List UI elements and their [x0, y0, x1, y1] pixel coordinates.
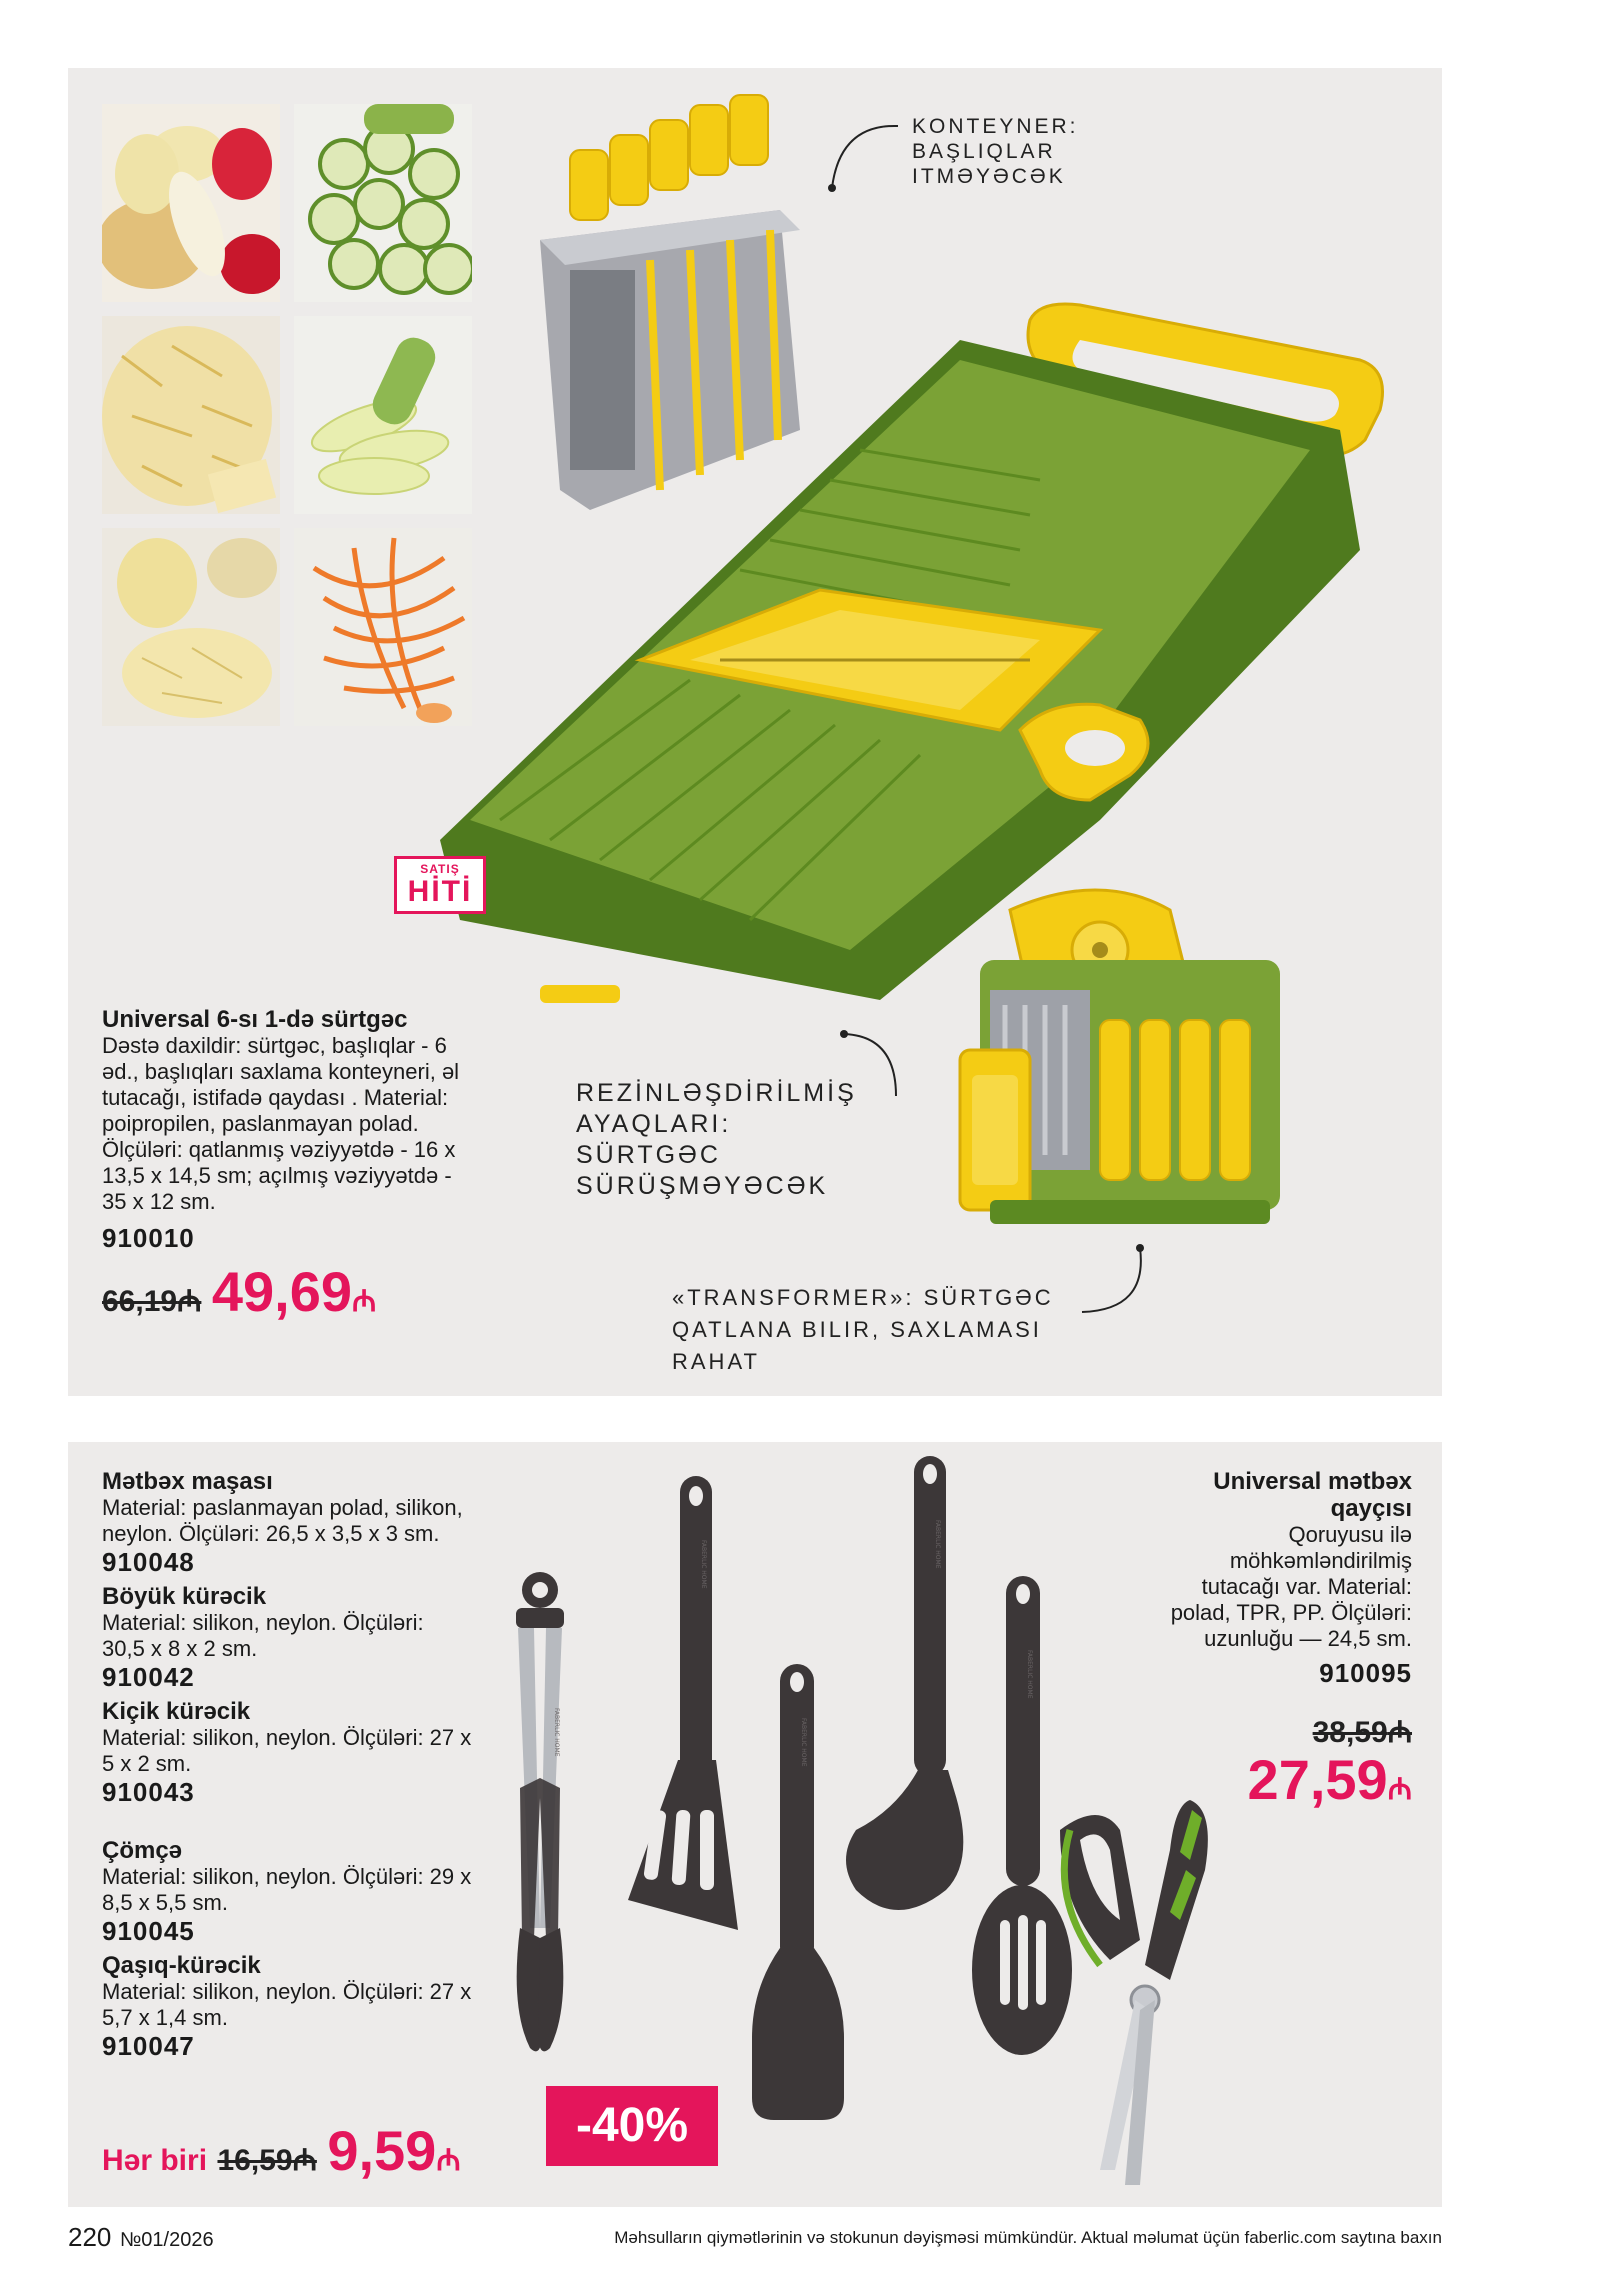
- tongs-brand: FABERLIC HOME: [553, 1708, 560, 1757]
- utensil-item: [102, 1952, 472, 2061]
- footer-page-number: [68, 2222, 214, 2253]
- utensils-price-row: [102, 2118, 461, 2183]
- scissors-title: Universal mətbəx qayçısı: [1213, 1468, 1412, 1522]
- discount-badge: -40%: [546, 2086, 718, 2166]
- scissors-info: [1150, 1468, 1412, 1819]
- callout-container: KONTEYNER: BAŞLIQLAR ITMƏYƏCƏK: [912, 115, 1079, 188]
- scissors-old-price: 38,59₼: [1312, 1716, 1412, 1749]
- utensil-code: 910047: [102, 2031, 195, 2061]
- badge-line1: SATIŞ: [420, 862, 460, 876]
- utensil-description: Material: silikon, neylon. Ölçüləri: 27 x 5 x 2 sm.: [102, 1725, 472, 1776]
- spoon-brand: FABERLIC HOME: [1026, 1650, 1033, 1699]
- thumb-fruit: [102, 104, 280, 302]
- utensil-description: Material: silikon, neylon. Ölçüləri: 29 x 8,5 x 5,5 sm.: [102, 1864, 472, 1915]
- ladle-image: [836, 1450, 986, 1970]
- footer-note: Məhsulların qiymətlərinin və stokunun dəyişməsi mümkündür. Aktual məlumat üçün faberlic.com saytına baxın: [614, 2228, 1442, 2247]
- utensil-description: Material: silikon, neylon. Ölçüləri: 30,5 x 8 x 2 sm.: [102, 1610, 424, 1661]
- grater-info: [102, 1006, 482, 1324]
- thumb-potato: [102, 528, 280, 726]
- utensil-title: Qaşıq-kürəcik: [102, 1952, 261, 1979]
- utensils-old-price: 16,59₼: [217, 2144, 317, 2177]
- utensil-code: 910043: [102, 1777, 195, 1807]
- grater-old-price: 66,19₼: [102, 1285, 202, 1318]
- grater-prices: [102, 1259, 482, 1324]
- utensils-list: [102, 1468, 472, 2061]
- utensil-code: 910042: [102, 1662, 195, 1692]
- folded-grater-image: [950, 870, 1330, 1250]
- utensil-item: [102, 1468, 472, 1577]
- scissors-description: Qoruyusu ilə möhkəmləndirilmiş tutacağı var. Material: polad, TPR, PP. Ölçüləri: uzunluğu — 24,5 sm.: [1170, 1522, 1412, 1651]
- callout-rubber-feet: REZİNLƏŞDİRİLMİŞ AYAQLARI: SÜRTGƏC SÜRÜŞMƏYƏCƏK: [576, 1079, 857, 1200]
- utensil-item: [102, 1583, 472, 1692]
- scissors-image: [1040, 1790, 1220, 2190]
- cucumber-image: [294, 104, 472, 302]
- cheese-image: [102, 316, 280, 514]
- thumb-cucumber: [294, 104, 472, 302]
- grater-new-price: 49,69₼: [211, 1260, 377, 1323]
- utensil-item: [102, 1698, 472, 1807]
- page-number: 220: [68, 2222, 112, 2252]
- thumb-cheese: [102, 316, 280, 514]
- callout-transformer: «TRANSFORMER»: SÜRTGƏC QATLANA BILIR, SAXLAMASI RAHAT: [672, 1285, 1054, 1374]
- utensil-code: 910048: [102, 1547, 195, 1577]
- utensil-description: Material: paslanmayan polad, silikon, neylon. Ölçüləri: 26,5 x 3,5 x 3 sm.: [102, 1495, 463, 1546]
- fruit-image: [102, 104, 280, 302]
- potato-image: [102, 528, 280, 726]
- turner-brand: FABERLIC HOME: [700, 1540, 707, 1589]
- utensil-description: Material: silikon, neylon. Ölçüləri: 27 x 5,7 x 1,4 sm.: [102, 1979, 472, 2030]
- utensil-code: 910045: [102, 1916, 195, 1946]
- utensil-title: Böyük kürəcik: [102, 1583, 267, 1610]
- utensils-new-price: 9,59₼: [327, 2119, 461, 2182]
- each-label: Hər biri: [102, 2144, 208, 2177]
- utensil-item: [102, 1837, 472, 1946]
- ladle-brand: FABERLIC HOME: [934, 1520, 941, 1569]
- slotted-turner-image: [618, 1470, 758, 1940]
- callout-line-container: [820, 118, 920, 198]
- utensil-title: Çömçə: [102, 1837, 183, 1864]
- tongs-image: [500, 1568, 580, 2068]
- sales-hit-badge: [394, 856, 486, 914]
- utensil-title: Kiçik kürəcik: [102, 1698, 251, 1725]
- badge-line2: HİTİ: [407, 875, 473, 908]
- scissors-new-price: 27,59₼: [1247, 1748, 1412, 1811]
- issue-number: №01/2026: [119, 2229, 214, 2251]
- scissors-code: 910095: [1319, 1658, 1412, 1688]
- grater-description: Dəstə daxildir: sürtgəc, başlıqlar - 6 əd., başlıqları saxlama konteyneri, əl tutacağı, istifadə qaydası . Material: poipropilen, paslanmayan polad. Ölçüləri: qatlanmış vəziyyətdə - 16 x 13,5 x 14,5 sm; açılmış vəziyyətdə - 35 x 12 sm.: [102, 1033, 460, 1214]
- spatula-brand: FABERLIC HOME: [800, 1718, 807, 1767]
- grater-title: Universal 6-sı 1-də sürtgəc: [102, 1006, 408, 1033]
- utensil-title: Mətbəx maşası: [102, 1468, 273, 1495]
- grater-code: 910010: [102, 1223, 195, 1253]
